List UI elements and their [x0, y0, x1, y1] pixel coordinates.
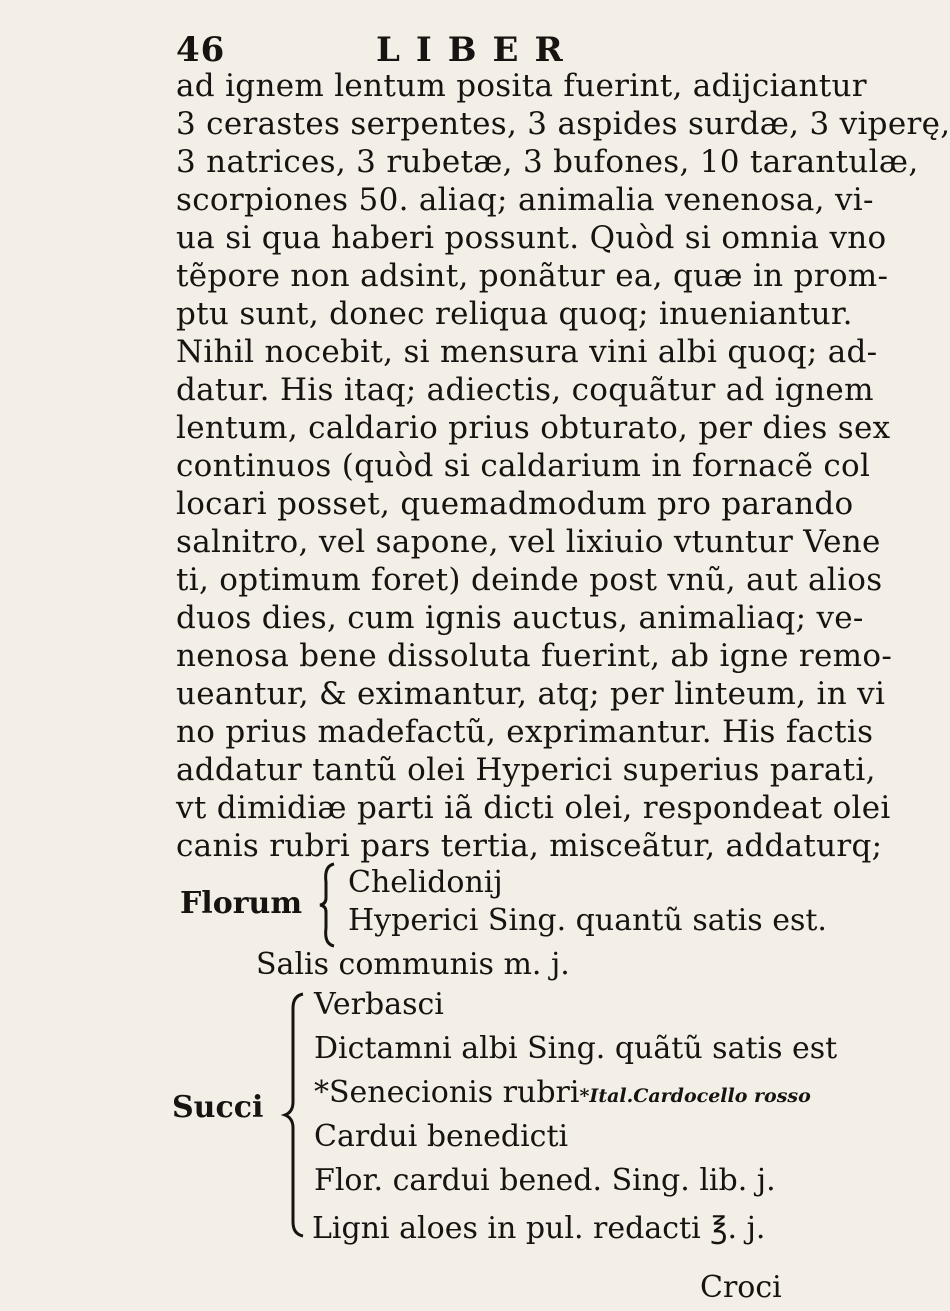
- catchword: Croci: [700, 1270, 782, 1305]
- text-line: no prius madefactũ, exprimantur. His factis: [176, 714, 874, 750]
- running-title: LIBER: [376, 30, 579, 70]
- text-line: ad ignem lentum posita fuerint, adijciantur: [176, 68, 867, 104]
- page-number: 46: [176, 30, 226, 70]
- florum-label: Florum: [180, 886, 303, 921]
- text-line: ueantur, & eximantur, atq; per linteum, in vi: [176, 676, 886, 712]
- ligni-line: Ligni aloes in pul. redacti ℥. j.: [312, 1211, 766, 1246]
- succi-label: Succi: [172, 1090, 264, 1125]
- succi-brace: [283, 990, 307, 1240]
- text-line: addatur tantũ olei Hyperici superius parati,: [176, 752, 876, 788]
- text-line: datur. His itaq; adiectis, coquãtur ad ignem: [176, 372, 874, 408]
- text-line: Nihil nocebit, si mensura vini albi quoq; ad-: [176, 334, 878, 370]
- succi-item: Dictamni albi Sing. quãtũ satis est: [314, 1031, 838, 1066]
- text-line: 3 natrices, 3 rubetæ, 3 bufones, 10 tarantulæ,: [176, 144, 919, 180]
- florum-item: Chelidonij: [348, 865, 503, 900]
- florum-brace: [318, 862, 340, 948]
- succi-item: Verbasci: [314, 987, 444, 1022]
- text-line: continuos (quòd si caldarium in fornacẽ col: [176, 448, 871, 484]
- florum-item: Hyperici Sing. quantũ satis est.: [348, 903, 827, 938]
- succi-item: Flor. cardui bened. Sing. lib. j.: [314, 1163, 776, 1198]
- text-line: scorpiones 50. aliaq; animalia venenosa, vi-: [176, 182, 874, 218]
- text-line: 3 cerastes serpentes, 3 aspides surdæ, 3 viperę,: [176, 106, 950, 142]
- text-line: ti, optimum foret) deinde post vnũ, aut alios: [176, 562, 883, 598]
- marginal-note: *Ital.Cardocello rosso: [579, 1085, 811, 1107]
- succi-item: [314, 1076, 811, 1113]
- senecionis-text: *Senecionis rubri: [314, 1075, 580, 1110]
- text-line: ua si qua haberi possunt. Quòd si omnia vno: [176, 220, 887, 256]
- salis-line: Salis communis m. j.: [256, 947, 570, 982]
- text-line: canis rubri pars tertia, misceãtur, addaturq;: [176, 828, 883, 864]
- text-line: vt dimidiæ parti iã dicti olei, respondeat olei: [176, 790, 891, 826]
- text-line: duos dies, cum ignis auctus, animaliaq; ve-: [176, 600, 864, 636]
- text-line: locari posset, quemadmodum pro parando: [176, 486, 854, 522]
- text-line: lentum, caldario prius obturato, per dies sex: [176, 410, 891, 446]
- text-line: ptu sunt, donec reliqua quoq; inueniantur.: [176, 296, 853, 332]
- succi-item: Cardui benedicti: [314, 1119, 569, 1154]
- text-line: salnitro, vel sapone, vel lixiuio vtuntur Vene: [176, 524, 881, 560]
- text-line: tẽpore non adsint, ponãtur ea, quæ in prom-: [176, 258, 889, 294]
- text-line: nenosa bene dissoluta fuerint, ab igne remo-: [176, 638, 893, 674]
